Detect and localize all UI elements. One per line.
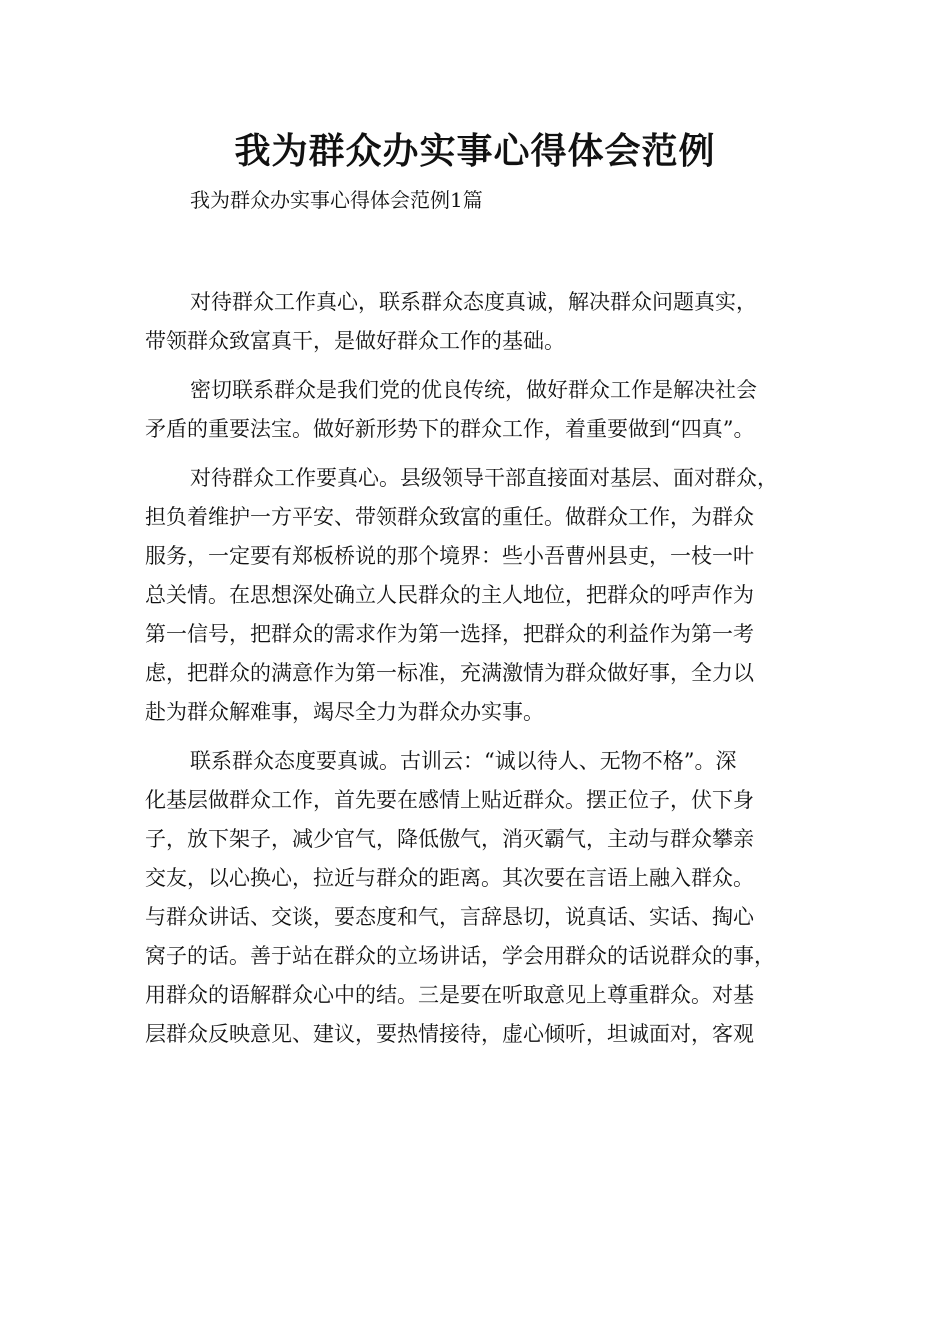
paragraph-line: 担负着维护一方平安、带领群众致富的重任。做群众工作，为群众 [145, 505, 754, 529]
paragraph-line: 联系群众态度要真诚。古训云：“诚以待人、无物不格”。深 [190, 749, 737, 773]
paragraph-line: 化基层做群众工作，首先要在感情上贴近群众。摆正位子，伏下身 [145, 788, 754, 812]
paragraph-line: 与群众讲话、交谈，要态度和气，言辞恳切，说真话、实话、掏心 [145, 905, 754, 929]
paragraph-line: 对待群众工作真心，联系群众态度真诚，解决群众问题真实， [190, 290, 757, 314]
paragraph-line: 带领群众致富真干，是做好群众工作的基础。 [145, 329, 565, 353]
paragraph-line: 总关情。在思想深处确立人民群众的主人地位，把群众的呼声作为 [145, 583, 754, 607]
paragraph-line: 矛盾的重要法宝。做好新形势下的群众工作，着重要做到“四真”。 [145, 417, 755, 441]
paragraph-line: 层群众反映意见、建议，要热情接待，虚心倾听，坦诚面对，客观 [145, 1022, 754, 1046]
document-title: 我为群众办实事心得体会范例 [234, 131, 716, 172]
document-body [145, 283, 825, 1064]
paragraph-line: 虑，把群众的满意作为第一标准，充满激情为群众做好事，全力以 [145, 661, 754, 685]
paragraph [145, 371, 825, 449]
paragraph-line: 密切联系群众是我们党的优良传统，做好群众工作是解决社会 [190, 378, 757, 402]
paragraph-line: 子，放下架子，减少官气，降低傲气，消灭霸气，主动与群众攀亲 [145, 827, 754, 851]
paragraph [145, 742, 825, 1054]
paragraph-line: 服务，一定要有郑板桥说的那个境界：些小吾曹州县吏，一枝一叶 [145, 544, 754, 568]
paragraph-line: 对待群众工作要真心。县级领导干部直接面对基层、面对群众， [190, 466, 778, 490]
paragraph-line: 用群众的语解群众心中的结。三是要在听取意见上尊重群众。对基 [145, 983, 754, 1007]
paragraph-line: 第一信号，把群众的需求作为第一选择，把群众的利益作为第一考 [145, 622, 754, 646]
paragraph [145, 283, 825, 361]
paragraph [145, 459, 825, 732]
paragraph-line: 窝子的话。善于站在群众的立场讲话，学会用群众的话说群众的事， [145, 944, 775, 968]
paragraph-line: 交友，以心换心，拉近与群众的距离。其次要在言语上融入群众。 [145, 866, 754, 890]
document-subtitle: 我为群众办实事心得体会范例1篇 [190, 188, 483, 212]
paragraph-line: 赴为群众解难事，竭尽全力为群众办实事。 [145, 700, 544, 724]
